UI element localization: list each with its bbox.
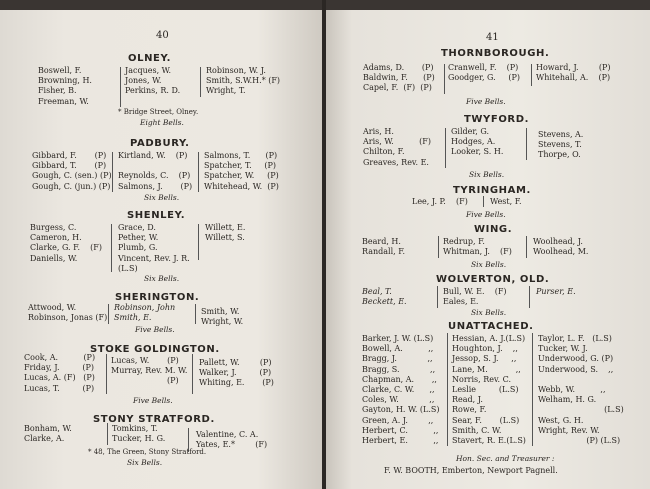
divider (108, 304, 109, 324)
wolverton-col2 (443, 287, 507, 307)
list-entry: Lee, J. P. (F) (412, 197, 468, 206)
list-entry: Tucker, W. J. (538, 344, 588, 354)
thornborough-col2 (448, 63, 520, 83)
list-entry: Lucas, T. (P) (24, 383, 95, 393)
shenley-heading: SHENLEY. (127, 210, 186, 221)
list-entry: Hodges, A. (451, 137, 496, 147)
list-entry: Goodger, G. (P) (448, 73, 521, 83)
divider (438, 236, 439, 258)
list-entry: West, G. H. (538, 415, 584, 425)
shenley-col2 (118, 223, 190, 274)
list-entry: Plumb, G. (118, 243, 158, 253)
list-entry: Beckett, E. (362, 297, 407, 307)
stoke-goldington-bells: Five Bells. (133, 396, 173, 405)
list-entry: Willett, E. (205, 223, 246, 232)
stoke-goldington-col1 (24, 353, 95, 394)
list-entry: Clarke, G. F. (F) (30, 243, 102, 253)
list-entry: Cook, A. (P) (24, 353, 96, 362)
list-entry: Freeman, W. (38, 96, 89, 106)
list-entry: Spatcher, T. (P) (204, 161, 277, 171)
list-entry: Gibbard, F. (P) (32, 151, 107, 160)
right-page (326, 10, 650, 489)
divider (120, 67, 121, 107)
list-entry: Gilder, G. (451, 127, 490, 136)
list-entry: Stevens, T. (538, 140, 582, 150)
list-entry: Jacques, W. (125, 66, 172, 75)
olney-heading: OLNEY. (128, 53, 172, 64)
list-entry: Wright, T. (206, 86, 246, 96)
list-entry: Burgess, C. (30, 223, 77, 232)
list-entry: Whiting, E. (P) (199, 378, 274, 388)
list-entry: Walker, J. (P) (199, 368, 272, 378)
wing-heading: WING. (474, 224, 513, 235)
wing-col3 (533, 237, 588, 257)
olney-col1 (38, 66, 92, 107)
divider (445, 128, 446, 168)
list-entry: (L.S) (538, 405, 624, 415)
list-entry: Spatcher, W. (P) (204, 171, 279, 181)
list-entry: Lucas, W. (P) (111, 356, 179, 365)
list-entry: Howard, J. (P) (536, 63, 611, 72)
list-entry: Stavert, R. E.(L.S) (452, 435, 526, 445)
divider (198, 224, 199, 260)
list-entry: Lucas, A. (F) (P) (24, 373, 95, 383)
list-entry: Smith, C. W. (452, 425, 502, 435)
padbury-col1 (32, 151, 112, 192)
list-entry: Jessop, S. J. ,, (452, 354, 517, 364)
twyford-bells: Six Bells. (469, 170, 505, 179)
stoke-goldington-heading: STOKE GOLDINGTON. (90, 344, 220, 355)
list-entry: West, F. (490, 197, 522, 206)
divider (532, 333, 533, 446)
list-entry: Bull, W. E. (F) (443, 287, 507, 296)
padbury-col3 (204, 151, 279, 192)
padbury-col2 (118, 151, 192, 192)
list-entry: Cranwell, F. (P) (448, 63, 519, 72)
divider (112, 152, 113, 192)
list-entry: Gough, C. (sen.) (P) (32, 171, 112, 181)
wolverton-heading: WOLVERTON, OLD. (436, 274, 550, 285)
list-entry: Coles, W. ,, (362, 395, 435, 405)
divider (483, 196, 484, 207)
list-entry: Bowell, A. ,, (362, 344, 434, 354)
list-entry: Norris, Rev. C. (452, 374, 512, 384)
divider (195, 304, 196, 324)
list-entry: Tucker, H. G. (112, 434, 166, 444)
list-entry: Webb, W. ,, (538, 384, 606, 394)
list-entry: Tomkins, T. (112, 424, 158, 433)
list-entry: Woolhead, M. (533, 247, 589, 257)
unattached-col3 (538, 334, 624, 446)
sherington-heading: SHERINGTON. (115, 292, 200, 303)
wing-bells: Six Bells. (471, 260, 507, 269)
divider (198, 152, 199, 192)
footer-label: Hon. Sec. and Treasurer : (456, 454, 555, 463)
list-entry: Greaves, Rev. E. (363, 157, 429, 167)
list-entry: Whitehall, A. (P) (536, 73, 611, 83)
list-entry: Looker, S. H. (451, 147, 504, 157)
sherington-col1 (28, 303, 107, 323)
list-entry: Gough, C. (jun.) (P) (32, 181, 111, 191)
divider (111, 224, 112, 272)
wing-col1 (362, 237, 405, 257)
tyringham-heading: TYRINGHAM. (453, 185, 531, 196)
list-entry: Beard, H. (362, 237, 401, 246)
list-entry: Rowe, F. (452, 405, 487, 415)
list-entry: (L.S) (118, 263, 138, 273)
list-entry: Underwood, G. (P) (538, 354, 614, 364)
list-entry: Reynolds, C. (P) (118, 171, 191, 181)
list-entry: Chapman, A. ,, (362, 374, 437, 384)
wolverton-bells: Six Bells. (471, 308, 507, 317)
list-entry: Aris, W. (F) (363, 137, 431, 147)
sherington-col3 (201, 307, 243, 327)
list-entry: Baldwin, F. (P) (363, 73, 435, 83)
thornborough-col3 (536, 63, 611, 83)
list-entry: Clarke, C. W. ,, (362, 384, 435, 394)
list-entry: Green, A. J. ,, (362, 415, 434, 425)
list-entry: Robinson, John (114, 303, 176, 312)
divider (192, 354, 193, 394)
divider (200, 67, 201, 97)
stoke-goldington-col2 (111, 356, 187, 387)
list-entry: Taylor, L. F. (L.S) (538, 334, 612, 343)
list-entry: Smith, E. (114, 313, 152, 323)
shenley-bells: Six Bells. (144, 274, 180, 283)
list-entry: (P) (111, 376, 179, 386)
list-entry: Bragg, J. ,, (362, 354, 433, 364)
list-entry: Hessian, A. J.(L.S) (452, 334, 526, 343)
padbury-heading: PADBURY. (130, 138, 190, 149)
list-entry: Chilton, F. (363, 147, 405, 157)
list-entry: Fisher, B. (38, 86, 77, 96)
divider (444, 64, 445, 94)
list-entry: Herbert, C. ,, (362, 425, 439, 435)
stony-stratford-col2 (112, 424, 165, 444)
list-entry (538, 375, 624, 385)
tyringham-bells: Five Bells. (466, 210, 506, 219)
list-entry: Attwood, W. (28, 303, 77, 312)
wing-col2 (443, 237, 512, 257)
list-entry: Jones, W. (125, 76, 162, 86)
list-entry: Aris, H. (363, 127, 394, 136)
sherington-col2 (114, 303, 175, 323)
unattached-heading: UNATTACHED. (448, 321, 534, 332)
twyford-col2 (451, 127, 503, 158)
divider (437, 286, 438, 308)
list-entry: Adams, D. (P) (363, 63, 434, 72)
stony-stratford-col1 (24, 424, 72, 444)
list-entry: Salmons, J. (P) (118, 181, 193, 191)
list-entry: Sear, F. (L.S) (452, 415, 520, 425)
divider (531, 64, 532, 86)
list-entry: Gayton, H. W. (L.S) (362, 405, 440, 415)
twyford-heading: TWYFORD. (464, 114, 530, 125)
unattached-col1 (362, 334, 440, 446)
olney-col2 (125, 66, 180, 97)
list-entry: Beal, T. (362, 287, 392, 296)
list-entry: Stevens, A. (538, 130, 584, 139)
list-entry: Barker, J. W. (L.S) (362, 334, 434, 343)
list-entry: Murray, Rev. M. W. (111, 366, 188, 376)
twyford-col3 (538, 130, 583, 161)
divider (526, 236, 527, 258)
stony-stratford-heading: STONY STRATFORD. (93, 414, 215, 425)
unattached-col2 (452, 334, 526, 446)
list-entry: Randall, F. (362, 247, 406, 257)
list-entry: Redrup, F. (443, 237, 485, 246)
page-number: 40 (156, 30, 169, 41)
divider (526, 128, 527, 160)
tyringham-col2 (490, 197, 522, 207)
list-entry: Eales, E. (443, 297, 479, 307)
list-entry: Wright, Rev. W. (538, 425, 600, 435)
list-entry: Capel, F. (F) (P) (363, 83, 432, 93)
list-entry: Friday, J. (P) (24, 363, 95, 373)
list-entry: Read, J. (452, 395, 483, 405)
list-entry: Welham, H. G. (538, 395, 597, 405)
list-entry: Pether, W. (118, 233, 159, 243)
stony-stratford-note: * 48, The Green, Stony Stratford. (88, 448, 207, 456)
list-entry: Boswell, F. (38, 66, 82, 75)
list-entry: Yates, E.* (F) (196, 440, 268, 450)
stoke-goldington-col3 (199, 358, 274, 389)
list-entry: Houghton, J. ,, (452, 344, 518, 354)
wolverton-col3 (536, 287, 576, 297)
olney-col3 (206, 66, 280, 97)
list-entry: Purser, E. (536, 287, 576, 296)
list-entry: Whitehead, W. (P) (204, 181, 279, 191)
twyford-col1 (363, 127, 431, 168)
list-entry: Kirtland, W. (P) (118, 151, 188, 160)
footer-name: F. W. BOOTH, Emberton, Newport Pagnell. (384, 466, 558, 475)
shenley-col3 (205, 223, 245, 243)
list-entry: Bragg, S. ,, (362, 364, 436, 374)
divider (529, 286, 530, 308)
list-entry: Valentine, C. A. (196, 430, 259, 439)
list-entry: Pallett, W. (P) (199, 358, 272, 367)
list-entry: Gibbard, T. (P) (32, 161, 107, 171)
list-entry: Cameron, H. (30, 233, 82, 243)
list-entry: Bonham, W. (24, 424, 72, 433)
list-entry: Grace, D. (118, 223, 156, 232)
stony-stratford-col3 (196, 430, 267, 450)
shenley-col1 (30, 223, 102, 264)
divider (107, 423, 108, 445)
list-entry: Vincent, Rev. J. R. (118, 253, 190, 263)
divider (447, 333, 448, 446)
wolverton-col1 (362, 287, 407, 307)
divider (106, 354, 107, 394)
list-entry: Perkins, R. D. (125, 86, 181, 96)
thornborough-heading: THORNBOROUGH. (441, 48, 550, 59)
left-page (0, 10, 322, 489)
page-number: 41 (486, 32, 499, 43)
olney-bells: Eight Bells. (140, 118, 184, 127)
list-entry: Robinson, W. J. (206, 66, 266, 75)
thornborough-col1 (363, 63, 435, 94)
list-entry: Wright, W. (201, 317, 244, 327)
list-entry: Thorpe, O. (538, 150, 581, 160)
list-entry: Robinson, Jonas (F) (28, 313, 108, 323)
list-entry: Smith, S.W.H.* (F) (206, 76, 281, 86)
list-entry: Daniells, W. (30, 253, 78, 263)
list-entry: Underwood, S. ,, (538, 364, 614, 374)
list-entry: Woolhead, J. (533, 237, 583, 246)
tyringham-col1 (412, 197, 468, 207)
list-entry: Whitman, J. (F) (443, 247, 512, 257)
list-entry: (P) (L.S) (538, 435, 621, 445)
stony-stratford-bells: Six Bells. (127, 458, 163, 467)
list-entry: Willett, S. (205, 233, 245, 243)
olney-note: * Bridge Street, Olney. (118, 108, 199, 116)
list-entry: Salmons, T. (P) (204, 151, 278, 160)
list-entry: Browning, H. (38, 76, 92, 86)
list-entry: Smith, W. (201, 307, 240, 316)
list-entry (118, 161, 192, 171)
list-entry: Leslie (L.S) (452, 384, 519, 394)
list-entry: Lane, M. ,, (452, 364, 521, 374)
sherington-bells: Five Bells. (135, 325, 175, 334)
list-entry: Clarke, A. (24, 434, 65, 444)
thornborough-bells: Five Bells. (466, 97, 506, 106)
list-entry: Herbert, E. ,, (362, 435, 439, 445)
padbury-bells: Six Bells. (144, 193, 180, 202)
